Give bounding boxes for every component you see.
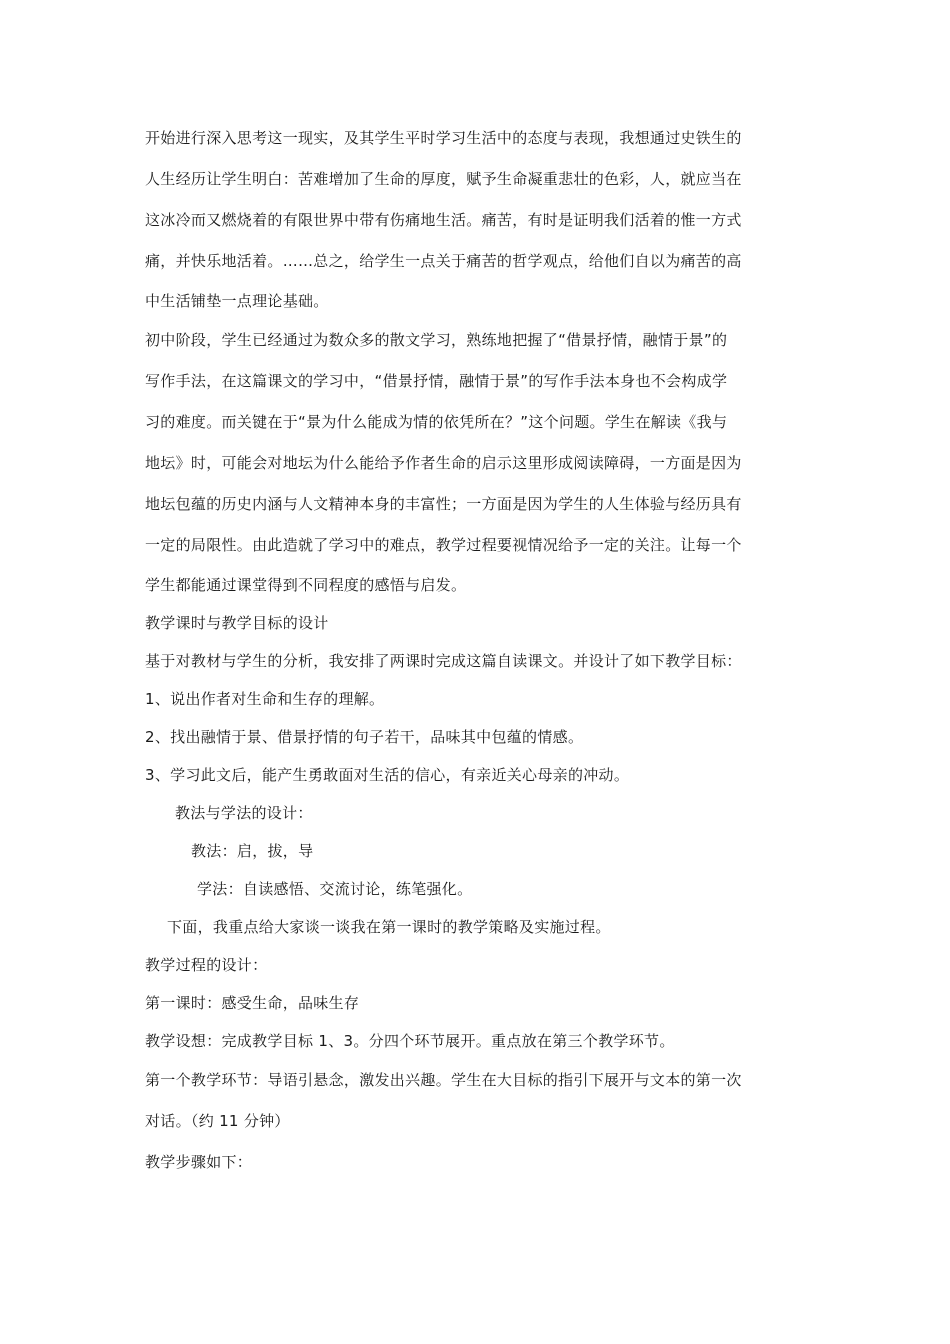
paragraph-line: 写作手法，在这篇课文的学习中，“借景抒情，融情于景”的写作手法本身也不会构成学 [145, 372, 728, 390]
paragraph-line: 学生都能通过课堂得到不同程度的感悟与启发。 [145, 576, 467, 594]
paragraph-line: 痛，并快乐地活着。……总之，给学生一点关于痛苦的哲学观点，给他们自以为痛苦的高 [145, 252, 742, 270]
paragraph-line: 第一课时：感受生命，品味生存 [145, 994, 360, 1012]
list-item: 2、找出融情于景、借景抒情的句子若干，品味其中包蕴的情感。 [145, 728, 584, 746]
section-heading: 教学课时与教学目标的设计 [145, 614, 329, 632]
paragraph-line: 习的难度。而关键在于“景为什么能成为情的依凭所在？”这个问题。学生在解读《我与 [145, 413, 728, 431]
paragraph-line: 第一个教学环节：导语引悬念，激发出兴趣。学生在大目标的指引下展开与文本的第一次 [145, 1071, 742, 1089]
list-item: 3、学习此文后，能产生勇敢面对生活的信心，有亲近关心母亲的冲动。 [145, 766, 630, 784]
paragraph-line: 教学步骤如下： [145, 1153, 253, 1171]
paragraph-line: 中生活铺垫一点理论基础。 [145, 292, 329, 310]
paragraph-line: 这冰冷而又燃烧着的有限世界中带有伤痛地生活。痛苦，有时是证明我们活着的惟一方式 [145, 211, 742, 229]
section-heading: 教法与学法的设计： [175, 804, 313, 822]
paragraph-line: 对话。（约 11 分钟） [145, 1112, 290, 1130]
document-body [145, 118, 810, 1183]
paragraph-line: 地坛包蕴的历史内涵与人文精神本身的丰富性；一方面是因为学生的人生体验与经历具有 [145, 495, 742, 513]
paragraph-line: 开始进行深入思考这一现实，及其学生平时学习生活中的态度与表现，我想通过史铁生的 [145, 129, 742, 147]
section-heading: 教学过程的设计： [145, 956, 268, 974]
paragraph-line: 学法：自读感悟、交流讨论，练笔强化。 [197, 880, 473, 898]
list-item: 1、说出作者对生命和生存的理解。 [145, 690, 385, 708]
paragraph-line: 教法：启，拔，导 [191, 842, 314, 860]
paragraph-line: 一定的局限性。由此造就了学习中的难点，教学过程要视情况给予一定的关注。让每一个 [145, 536, 742, 554]
paragraph-line: 人生经历让学生明白：苦难增加了生命的厚度，赋予生命凝重悲壮的色彩，人，就应当在 [145, 170, 742, 188]
paragraph-line: 初中阶段，学生已经通过为数众多的散文学习，熟练地把握了“借景抒情，融情于景”的 [145, 331, 728, 349]
paragraph-line: 下面，我重点给大家谈一谈我在第一课时的教学策略及实施过程。 [167, 918, 611, 936]
paragraph-line: 教学设想：完成教学目标 1、3。分四个环节展开。重点放在第三个教学环节。 [145, 1032, 675, 1050]
paragraph-line: 基于对教材与学生的分析，我安排了两课时完成这篇自读课文。并设计了如下教学目标： [145, 652, 742, 670]
paragraph-line: 地坛》时，可能会对地坛为什么能给予作者生命的启示这里形成阅读障碍，一方面是因为 [145, 454, 742, 472]
